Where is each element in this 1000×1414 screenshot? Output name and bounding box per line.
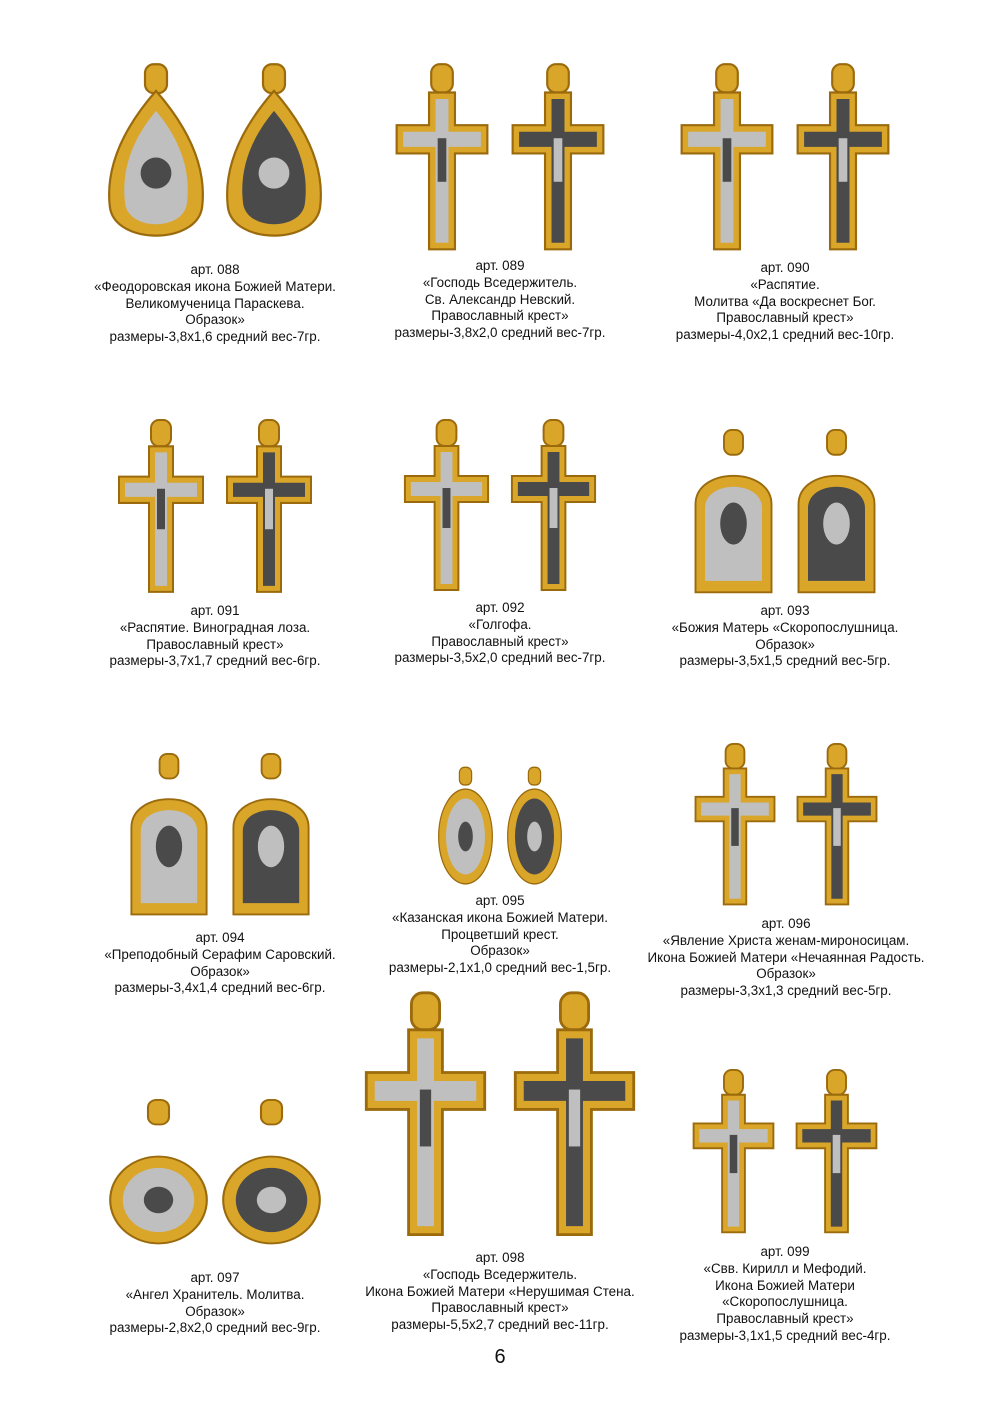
product-caption [85,262,345,346]
product-images [85,62,345,262]
product-title-line: Образок» [756,966,816,982]
article-number: арт. 096 [761,916,811,931]
pendant-back-image [789,1068,884,1240]
pendant-front-image [122,752,216,922]
product-title-line: «Преподобный Серафим Саровский. [104,946,336,962]
product-title-line: «Явление Христа женам-мироносицам. [662,932,910,948]
pendant-front-image [686,1068,781,1240]
pendant-back-image [224,752,318,922]
size-weight: размеры-3,7х1,7 средний вес-6гр. [109,653,321,669]
product-title-line: «Господь Вседержитель. [422,274,578,290]
product-caption [85,1270,345,1337]
size-weight: размеры-3,8х2,0 средний вес-7гр. [394,325,606,341]
size-weight: размеры-2,1х1,0 средний вес-1,5гр. [388,960,612,976]
size-weight: размеры-3,5х2,0 средний вес-7гр. [394,650,606,666]
pendant-back-image [504,62,612,258]
product-title-line: «Ангел Хранитель. Молитва. [125,1286,305,1302]
size-weight: размеры-3,1х1,5 средний вес-4гр. [679,1327,891,1343]
product-title-line: «Феодоровская икона Божией Матери. [94,278,336,294]
product-title-line: «Свв. Кирилл и Мефодий. [703,1260,867,1276]
product-title-line: «Голгофа. [468,616,532,632]
product-caption [360,258,640,342]
article-number: арт. 093 [760,603,810,618]
pendant-front-image [101,62,211,262]
product-images [635,62,935,258]
product-title-line: Икона Божией Матери «Нерушимая Стена. [365,1283,635,1299]
pendant-front-image [111,418,211,600]
size-weight: размеры-2,8х2,0 средний вес-9гр. [109,1320,321,1336]
product-images [360,62,640,258]
product-caption [635,603,935,670]
pendant-back-image [504,766,565,888]
pendant-front-image [688,742,782,912]
article-number: арт. 094 [195,930,245,945]
product-caption [626,916,946,1000]
product-images [85,418,345,600]
product-title-line: Православный крест» [431,308,569,324]
size-weight: размеры-3,4х1,4 средний вес-6гр. [114,980,326,996]
pendant-back-image [219,62,329,262]
article-number: арт. 091 [190,603,240,618]
pendant-front-image [673,62,781,258]
size-weight: размеры-4,0х2,1 средний вес-10гр. [675,327,895,343]
product-title-line: Образок» [755,636,815,652]
product-caption [90,930,350,997]
size-weight: размеры-3,8х1,6 средний вес-7гр. [109,329,321,345]
pendant-back-image [790,742,884,912]
product-title-line: «Божия Матерь «Скоропослушница. [671,619,899,635]
pendant-back-image [504,418,603,598]
pendant-back-image [504,990,645,1246]
product-images [360,418,640,598]
product-title-line: Процветший крест. [441,926,559,942]
article-number: арт. 090 [760,260,810,275]
product-caption [350,1250,650,1334]
article-number: арт. 089 [475,258,525,273]
pendant-front-image [106,1098,211,1268]
product-title-line: Православный крест» [431,633,569,649]
product-caption [360,600,640,667]
product-title-line: Образок» [185,312,245,328]
product-title-line: «Казанская икона Божией Матери. [392,909,608,925]
product-images [90,752,350,922]
product-title-line: Св. Александр Невский. [424,291,576,307]
product-images [360,766,640,888]
product-title-line: Икона Божией Матери [715,1277,855,1293]
article-number: арт. 092 [475,600,525,615]
pendant-front-image [686,428,781,600]
product-title-line: «Скоропослушница. [722,1294,848,1310]
product-title-line: «Распятие. Виноградная лоза. [119,619,311,635]
product-title-line: Икона Божией Матери «Нечаянная Радость. [647,949,925,965]
product-title-line: Православный крест» [431,1300,569,1316]
product-images [626,742,946,912]
product-images [85,1098,345,1268]
product-title-line: Образок» [185,1303,245,1319]
article-number: арт. 099 [760,1244,810,1259]
product-title-line: Православный крест» [716,310,854,326]
product-caption [360,893,640,977]
product-images [350,990,650,1246]
product-title-line: Образок» [470,943,530,959]
product-caption [635,260,935,344]
product-caption [85,603,345,670]
product-title-line: «Господь Вседержитель. [422,1266,578,1282]
size-weight: размеры-5,5х2,7 средний вес-11гр. [391,1317,609,1333]
product-title-line: Молитва «Да воскреснет Бог. [694,293,876,309]
pendant-front-image [397,418,496,598]
article-number: арт. 088 [190,262,240,277]
page-number: 6 [494,1346,506,1368]
article-number: арт. 098 [475,1250,525,1265]
pendant-front-image [435,766,496,888]
product-title-line: Православный крест» [146,636,284,652]
product-title-line: Великомученица Параскева. [125,295,305,311]
product-images [635,428,935,600]
article-number: арт. 097 [190,1270,240,1285]
pendant-back-image [219,1098,324,1268]
pendant-back-image [789,428,884,600]
pendant-front-image [355,990,496,1246]
size-weight: размеры-3,3х1,3 средний вес-5гр. [680,983,892,999]
product-title-line: Образок» [190,963,250,979]
size-weight: размеры-3,5х1,5 средний вес-5гр. [679,653,891,669]
pendant-back-image [789,62,897,258]
product-caption [635,1244,935,1345]
pendant-front-image [388,62,496,258]
product-title-line: «Распятие. [750,276,820,292]
article-number: арт. 095 [475,893,525,908]
pendant-back-image [219,418,319,600]
product-title-line: Православный крест» [716,1311,854,1327]
product-images [635,1068,935,1240]
